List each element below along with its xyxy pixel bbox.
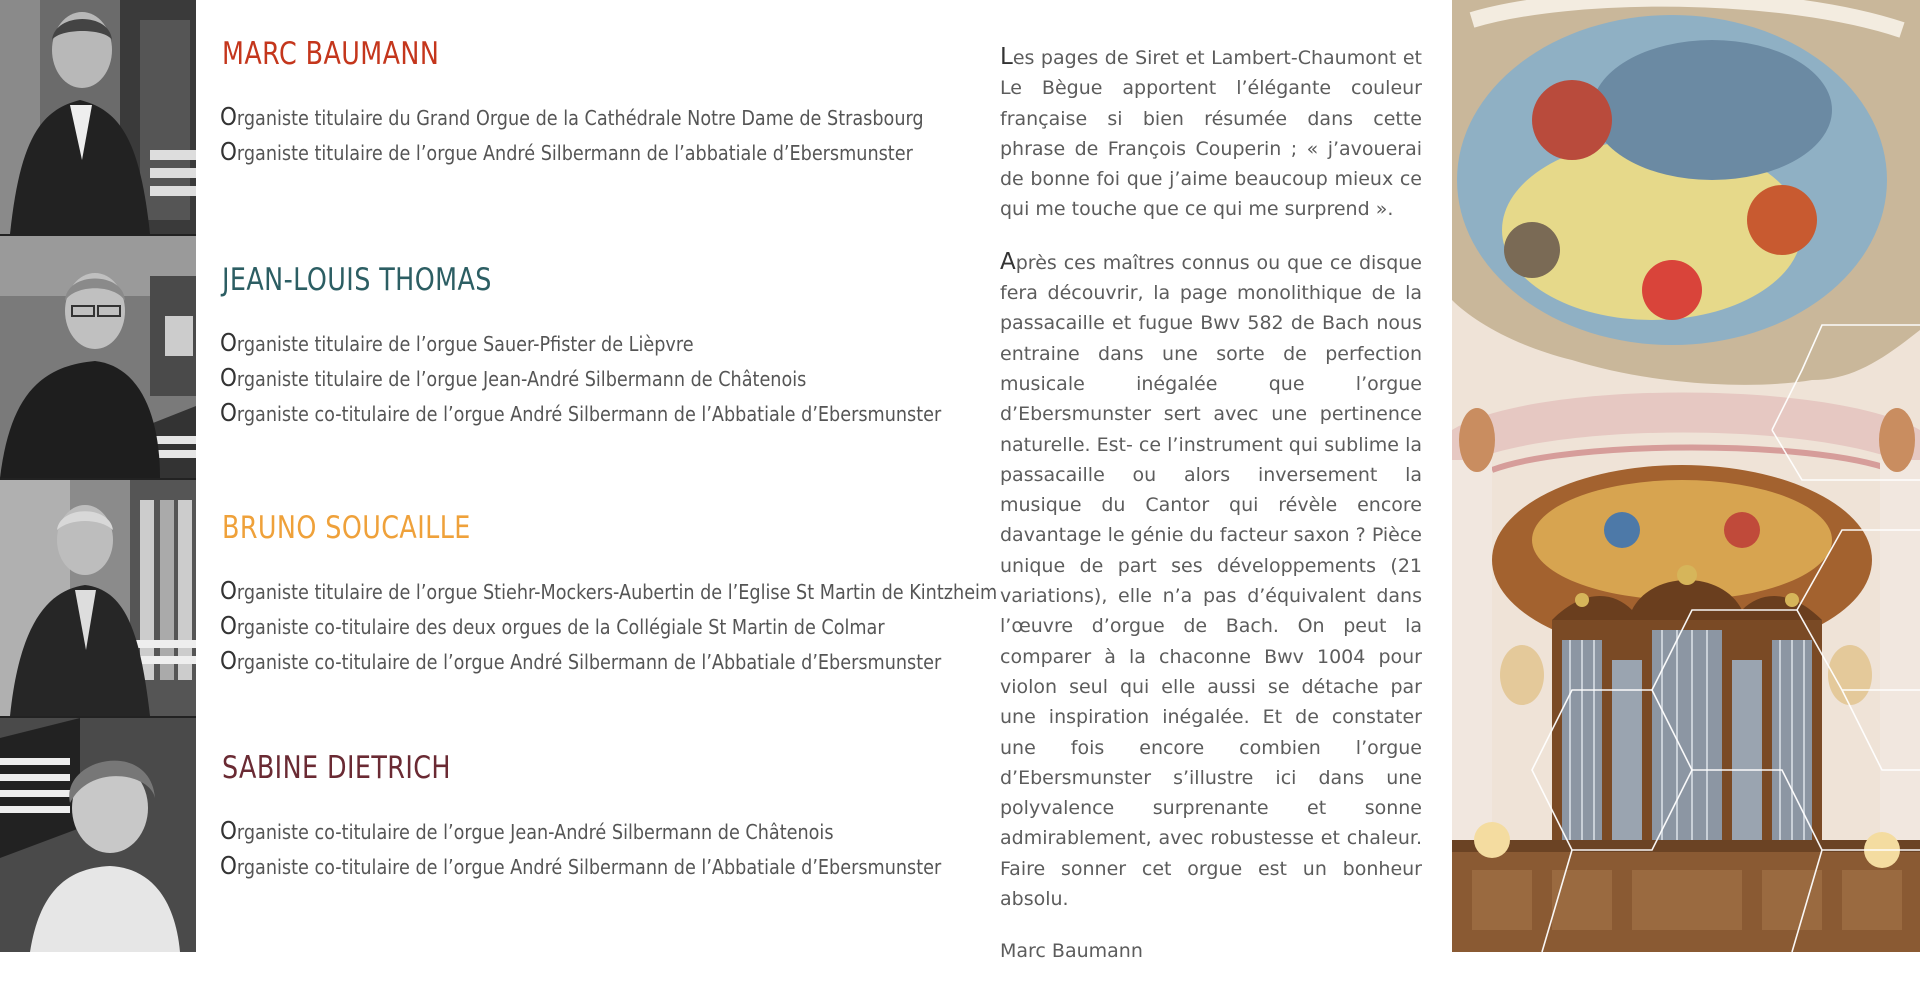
organist-role: Organiste titulaire du Grand Orgue de la Cathédrale Notre Dame de Strasbourg	[220, 102, 924, 131]
organist-role: Organiste co-titulaire de l’orgue André Silbermann de l’Abbatiale d’Ebersmunster	[220, 398, 942, 427]
organist-name: MARC BAUMANN	[222, 36, 440, 72]
organist-name: SABINE DIETRICH	[222, 750, 451, 786]
liner-notes-text	[1000, 42, 1422, 989]
paragraph-1-text: es pages de Siret et Lambert-Chaumont et Le Bègue apportent l’élégante couleur française si bien résumée dans cette phrase de François Couperin ; « j’avouerai de bonne foi que j’aime beaucoup mieux ce qui me touche que ce qui me surprend ».	[1000, 47, 1422, 221]
organist-marc-baumann	[220, 36, 960, 170]
paragraph-2-text: près ces maîtres connus ou que ce disque fera découvrir, la page monolithique de la passacaille et fugue Bwv 582 de Bach nous entraine dans une sorte de perfection musicale inégalée que l’orgue d’Ebersmunster sert avec une pertinence naturelle. Est- ce l’instrument qui sublime la passacaille ou alors inversement la musique du Cantor qui révèle encore davantage le génie du facteur saxon ? Pièce unique de part ses développements (21 variations), elle n’a pas d’équivalent dans l’œuvre d’orgue de Bach. On peut la comparer à la chaconne Bwv 1004 pour violon seul qui elle aussi se détache par une inspiration inégalée. Et de constater une fois encore combien l’orgue d’Ebersmunster s’illustre ici dans une polyvalence surprenante et sonne admirablement, avec robustesse et chaleur. Faire sonner cet orgue est un bonheur absolu.	[1000, 251, 1422, 911]
organist-role: Organiste co-titulaire de l’orgue André Silbermann de l’Abbatiale d’Ebersmunster	[220, 646, 942, 675]
organist-role: Organiste co-titulaire de l’orgue André Silbermann de l’Abbatiale d’Ebersmunster	[220, 851, 942, 880]
portrait-bruno-soucaille	[0, 480, 196, 716]
portrait-marc-baumann	[0, 0, 196, 234]
portrait-sabine-dietrich	[0, 718, 196, 952]
organist-name: JEAN-LOUIS THOMAS	[222, 262, 492, 298]
organist-role: Organiste co-titulaire des deux orgues de la Collégiale St Martin de Colmar	[220, 611, 885, 640]
organist-role: Organiste titulaire de l’orgue Jean-André Silbermann de Châtenois	[220, 363, 807, 392]
organist-role: Organiste titulaire de l’orgue Stiehr-Mockers-Aubertin de l’Eglise St Martin de Kintzheim	[220, 576, 998, 605]
church-organ-photo	[1452, 0, 1920, 952]
organist-sabine-dietrich	[220, 750, 960, 884]
portrait-column	[0, 0, 196, 952]
portrait-jean-louis-thomas	[0, 236, 196, 478]
organist-bruno-soucaille	[220, 510, 998, 679]
organist-role: Organiste co-titulaire de l’orgue Jean-André Silbermann de Châtenois	[220, 816, 834, 845]
organist-role: Organiste titulaire de l’orgue André Silbermann de l’abbatiale d’Ebersmunster	[220, 137, 913, 166]
paragraph-2	[1000, 247, 1422, 915]
paragraph-1	[1000, 42, 1422, 225]
drop-letter: L	[1000, 44, 1013, 70]
signature: Marc Baumann	[1000, 940, 1143, 963]
organist-role: Organiste titulaire de l’orgue Sauer-Pfister de Lièpvre	[220, 328, 694, 357]
drop-letter: A	[1000, 248, 1016, 275]
organist-name: BRUNO SOUCAILLE	[222, 510, 471, 546]
organist-jean-louis-thomas	[220, 262, 960, 431]
